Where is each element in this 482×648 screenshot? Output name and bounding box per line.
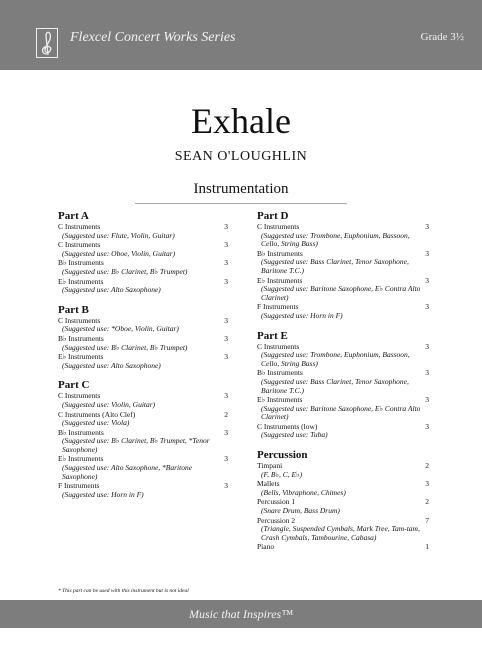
instrument-name: C Instruments xyxy=(257,341,300,351)
part-count: 3 xyxy=(224,276,228,286)
suggested-use: (Suggested use: Trombone, Euphonium, Bassoon, Cello, String Bass) xyxy=(261,350,410,368)
instrument-entry xyxy=(257,396,429,422)
suggested-use: (F, B♭, C, E♭) xyxy=(261,469,303,479)
instrument-name: C Instruments xyxy=(58,222,101,231)
instrument-entry xyxy=(58,335,228,352)
treble-clef-logo-icon xyxy=(36,28,58,58)
composer-name: SEAN O'LOUGHLIN xyxy=(174,149,308,164)
section-heading: Part C xyxy=(58,379,90,392)
suggested-use: (Suggested use: Horn in F) xyxy=(261,310,343,320)
instrument-name: F Instruments xyxy=(257,302,299,312)
section-heading: Part D xyxy=(257,210,289,222)
part-count: 3 xyxy=(425,341,429,351)
instrument-name: E♭ Instruments xyxy=(58,352,104,362)
instrumentation-heading: Instrumentation xyxy=(193,181,289,197)
section-heading: Percussion xyxy=(257,449,308,462)
instrument-entry xyxy=(58,455,228,481)
part-count: 2 xyxy=(425,497,429,507)
instrument-name: C Instruments (Alto Clef) xyxy=(58,409,136,419)
instrument-name: C Instruments xyxy=(257,222,300,231)
instrument-name: E♭ Instruments xyxy=(257,275,303,285)
part-count: 3 xyxy=(425,368,429,378)
suggested-use: (Suggested use: Flute, Violin, Guitar) xyxy=(62,230,175,240)
footnote: * This part can be used with this instrument but is not ideal xyxy=(58,588,189,594)
part-count: 3 xyxy=(425,479,429,489)
instrument-name: B♭ Instruments xyxy=(58,258,104,268)
part-count: 3 xyxy=(425,275,429,285)
part-count: 3 xyxy=(224,391,228,401)
instrument-entry xyxy=(257,303,429,320)
instrument-entry xyxy=(58,392,228,409)
instrument-name: B♭ Instruments xyxy=(58,333,104,343)
instrument-entry xyxy=(257,423,429,440)
suggested-use: (Suggested use: Bass Clarinet, Tenor Saxophone, Baritone T.C.) xyxy=(261,257,409,275)
heading-divider xyxy=(135,203,347,204)
instrument-entry xyxy=(257,223,429,249)
instrument-entry xyxy=(58,353,228,370)
suggested-use: (Suggested use: Tuba) xyxy=(261,430,328,440)
instrument-entry xyxy=(58,259,228,276)
suggested-use: (Triangle, Suspended Cymbals, Mark Tree, Tam-tam, Crash Cymbals, Tambourine, Cabasa) xyxy=(261,524,420,542)
instrument-entry xyxy=(58,482,228,499)
section-heading: Part E xyxy=(257,329,288,342)
part-count: 2 xyxy=(425,461,429,471)
left-column xyxy=(58,210,228,499)
instrument-name: C Instruments xyxy=(58,240,101,250)
instrument-name: Mallets xyxy=(257,479,280,489)
part-count: 3 xyxy=(224,222,228,231)
suggested-use: (Suggested use: B♭ Clarinet, B♭ Trumpet) xyxy=(62,342,188,352)
part-count: 3 xyxy=(425,302,429,312)
instrument-name: B♭ Instruments xyxy=(257,368,303,378)
instrument-name: C Instruments xyxy=(58,315,101,325)
part-count: 3 xyxy=(425,421,429,431)
suggested-use: (Bells, Vibraphone, Chimes) xyxy=(261,487,346,497)
instrument-name: C Instruments (low) xyxy=(257,421,318,431)
grade-label: Grade 3½ xyxy=(420,31,464,43)
instrument-entry xyxy=(257,369,429,395)
instrument-name: Piano xyxy=(257,542,275,552)
suggested-use: (Suggested use: Baritone Saxophone, E♭ Contra Alto Clarinet) xyxy=(261,284,421,302)
section-heading: Part B xyxy=(58,303,89,316)
instrument-entry xyxy=(58,411,228,428)
instrument-entry xyxy=(257,543,429,552)
part-count: 3 xyxy=(224,240,228,250)
instrument-name: Percussion 1 xyxy=(257,497,296,507)
part-count: 7 xyxy=(425,515,429,525)
instrument-name: F Instruments xyxy=(58,481,100,491)
footer-tagline: Music that Inspires™ xyxy=(189,607,293,621)
right-column xyxy=(257,210,429,552)
suggested-use: (Suggested use: Bass Clarinet, Tenor Saxophone, Baritone T.C.) xyxy=(261,376,409,395)
instrument-entry xyxy=(58,317,228,334)
instrument-entry xyxy=(257,498,429,515)
suggested-use: (Suggested use: Oboe, Violin, Guitar) xyxy=(62,248,176,258)
instrument-name: E♭ Instruments xyxy=(257,395,303,405)
suggested-use: (Suggested use: Alto Saxophone) xyxy=(62,285,161,295)
suggested-use: (Suggested use: Trombone, Euphonium, Bassoon, Cello, String Bass) xyxy=(261,230,410,249)
part-count: 3 xyxy=(425,222,429,231)
suggested-use: (Suggested use: Violin, Guitar) xyxy=(62,399,156,409)
part-count: 3 xyxy=(224,454,228,464)
suggested-use: (Snare Drum, Bass Drum) xyxy=(261,506,340,516)
part-count: 3 xyxy=(224,258,228,268)
instrument-name: Percussion 2 xyxy=(257,515,296,525)
section-heading: Part A xyxy=(58,210,89,222)
instrument-entry xyxy=(58,241,228,258)
instrument-entry xyxy=(257,480,429,497)
instrument-name: E♭ Instruments xyxy=(58,276,104,286)
part-count: 3 xyxy=(224,427,228,437)
suggested-use: (Suggested use: Alto Saxophone, *Baritone Saxophone) xyxy=(62,463,193,481)
part-count: 1 xyxy=(425,542,429,552)
instrument-entry xyxy=(257,277,429,303)
part-count: 3 xyxy=(425,248,429,258)
instrument-entry xyxy=(257,462,429,479)
suggested-use: (Suggested use: Alto Saxophone) xyxy=(62,360,161,370)
part-count: 3 xyxy=(425,395,429,405)
suggested-use: (Suggested use: B♭ Clarinet, B♭ Trumpet) xyxy=(62,266,188,276)
instrument-name: E♭ Instruments xyxy=(58,454,104,464)
suggested-use: (Suggested use: *Oboe, Violin, Guitar) xyxy=(62,324,179,334)
piece-title: Exhale xyxy=(191,101,291,141)
instrument-entry xyxy=(58,429,228,455)
instrument-name: B♭ Instruments xyxy=(58,427,104,437)
suggested-use: (Suggested use: Viola) xyxy=(62,418,130,428)
instrument-entry xyxy=(257,250,429,276)
instrument-name: B♭ Instruments xyxy=(257,248,303,258)
instrument-entry xyxy=(257,343,429,369)
header-band xyxy=(0,0,482,70)
part-count: 3 xyxy=(224,333,228,343)
suggested-use: (Suggested use: Baritone Saxophone, E♭ Contra Alto Clarinet) xyxy=(261,403,421,422)
instrument-entry xyxy=(257,517,429,543)
suggested-use: (Suggested use: Horn in F) xyxy=(62,489,144,499)
part-count: 3 xyxy=(224,481,228,491)
suggested-use: (Suggested use: B♭ Clarinet, B♭ Trumpet, *Tenor Saxophone) xyxy=(62,436,210,454)
instrument-name: Timpani xyxy=(257,461,283,471)
part-count: 3 xyxy=(224,315,228,325)
series-name: Flexcel Concert Works Series xyxy=(70,30,236,45)
part-count: 2 xyxy=(224,409,228,419)
instrument-entry xyxy=(58,223,228,240)
part-count: 3 xyxy=(224,352,228,362)
instrument-entry xyxy=(58,278,228,295)
instrument-name: C Instruments xyxy=(58,391,101,401)
